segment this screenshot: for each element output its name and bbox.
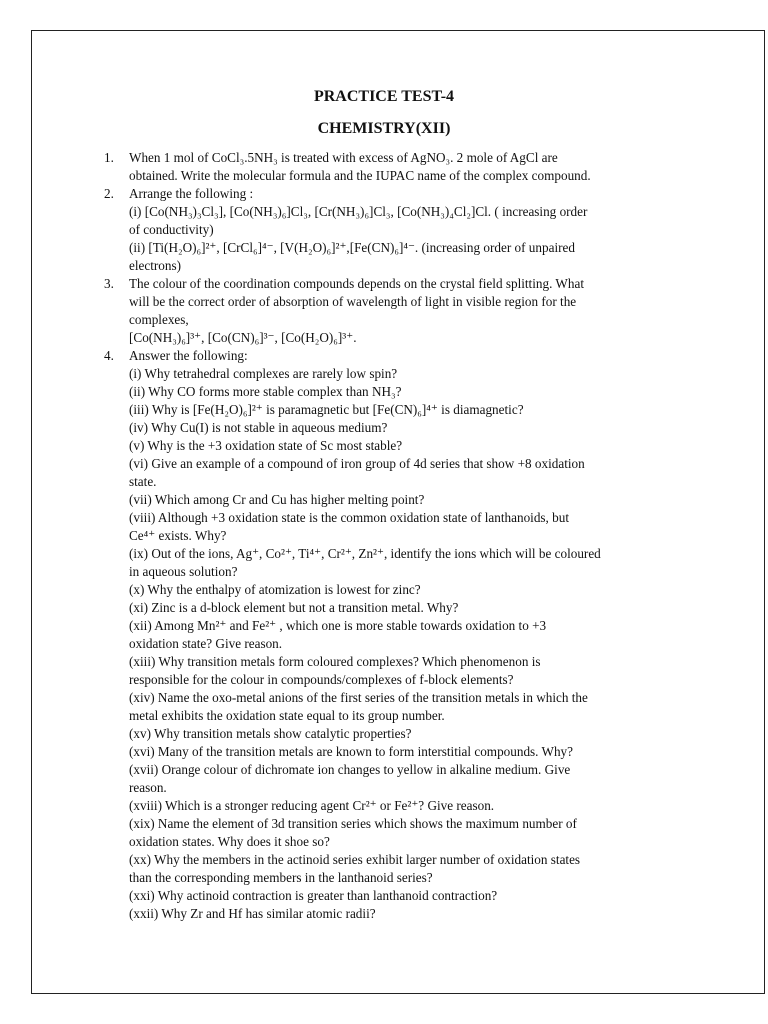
question-line: reason. <box>129 780 167 795</box>
question-line: (vii) Which among Cr and Cu has higher melting point? <box>129 492 425 507</box>
question-line: (xiv) Name the oxo-metal anions of the first series of the transition metals in which the <box>129 690 588 705</box>
question-line: (iii) Why is [Fe(H₂O)₆]²⁺ is paramagnetic but [Fe(CN)₆]⁴⁺ is diamagnetic? <box>129 402 524 417</box>
question-line: than the corresponding members in the lanthanoid series? <box>129 870 433 885</box>
question-line: When 1 mol of CoCl₃.5NH₃ is treated with excess of AgNO₃. 2 mole of AgCl are <box>129 150 558 165</box>
question-line: (xviii) Which is a stronger reducing agent Cr²⁺ or Fe²⁺? Give reason. <box>129 798 495 813</box>
question-line: (xxi) Why actinoid contraction is greater than lanthanoid contraction? <box>129 888 498 903</box>
question-number: 2. <box>104 186 114 201</box>
question-line: (xi) Zinc is a d-block element but not a transition metal. Why? <box>129 600 459 615</box>
question-line: metal exhibits the oxidation state equal to its group number. <box>129 708 445 723</box>
question-line: Answer the following: <box>129 348 248 363</box>
question-line: oxidation state? Give reason. <box>129 636 283 651</box>
question-line: (x) Why the enthalpy of atomization is lowest for zinc? <box>129 582 421 597</box>
question-number: 3. <box>104 276 114 291</box>
question-line: (ii) Why CO forms more stable complex than NH₃? <box>129 384 402 399</box>
question-line: (xv) Why transition metals show catalytic properties? <box>129 726 412 741</box>
question-item <box>104 185 684 275</box>
question-line: [Co(NH₃)₆]³⁺, [Co(CN)₆]³⁻, [Co(H₂O)₆]³⁺. <box>129 330 357 345</box>
question-line: (ix) Out of the ions, Ag⁺, Co²⁺, Ti⁴⁺, Cr²⁺, Zn²⁺, identify the ions which will be coloured <box>129 546 601 561</box>
question-line: complexes, <box>129 312 189 327</box>
question-line: (xxii) Why Zr and Hf has similar atomic radii? <box>129 906 376 921</box>
question-line: (i) Why tetrahedral complexes are rarely low spin? <box>129 366 398 381</box>
question-line: obtained. Write the molecular formula and the IUPAC name of the complex compound. <box>129 168 591 183</box>
question-line: (i) [Co(NH₃)₃Cl₃], [Co(NH₃)₆]Cl₃, [Cr(NH₃)₆]Cl₃, [Co(NH₃)₄Cl₂]Cl. ( increasing order <box>129 204 588 219</box>
question-list <box>104 149 684 923</box>
question-item <box>104 149 684 185</box>
question-line: (xvii) Orange colour of dichromate ion changes to yellow in alkaline medium. Give <box>129 762 571 777</box>
question-line: in aqueous solution? <box>129 564 238 579</box>
question-line: (xvi) Many of the transition metals are known to form interstitial compounds. Why? <box>129 744 574 759</box>
question-line: state. <box>129 474 157 489</box>
question-number: 1. <box>104 150 114 165</box>
question-line: (ii) [Ti(H₂O)₆]²⁺, [CrCl₆]⁴⁻, [V(H₂O)₆]²⁺,[Fe(CN)₆]⁴⁻. (increasing order of unpaired <box>129 240 575 255</box>
document-subtitle: CHEMISTRY(XII) <box>317 120 451 137</box>
question-line: Ce⁴⁺ exists. Why? <box>129 528 227 543</box>
question-line: of conductivity) <box>129 222 214 237</box>
question-line: will be the correct order of absorption of wavelength of light in visible region for the <box>129 294 577 309</box>
question-line: responsible for the colour in compounds/complexes of f-block elements? <box>129 672 514 687</box>
question-line: (xii) Among Mn²⁺ and Fe²⁺ , which one is more stable towards oxidation to +3 <box>129 618 547 633</box>
question-line: (v) Why is the +3 oxidation state of Sc most stable? <box>129 438 403 453</box>
question-line: electrons) <box>129 258 181 273</box>
question-line: (iv) Why Cu(I) is not stable in aqueous medium? <box>129 420 388 435</box>
question-number: 4. <box>104 348 114 363</box>
question-line: (vi) Give an example of a compound of iron group of 4d series that show +8 oxidation <box>129 456 585 471</box>
document-title: PRACTICE TEST-4 <box>313 88 455 105</box>
question-line: (xiii) Why transition metals form coloured complexes? Which phenomenon is <box>129 654 541 669</box>
question-line: Arrange the following : <box>129 186 254 201</box>
question-item <box>104 347 684 923</box>
question-line: (xix) Name the element of 3d transition series which shows the maximum number of <box>129 816 577 831</box>
question-line: (xx) Why the members in the actinoid series exhibit larger number of oxidation states <box>129 852 581 867</box>
question-line: (viii) Although +3 oxidation state is the common oxidation state of lanthanoids, but <box>129 510 570 525</box>
question-item <box>104 275 684 347</box>
question-line: oxidation states. Why does it shoe so? <box>129 834 330 849</box>
question-line: The colour of the coordination compounds depends on the crystal field splitting. What <box>129 276 584 291</box>
